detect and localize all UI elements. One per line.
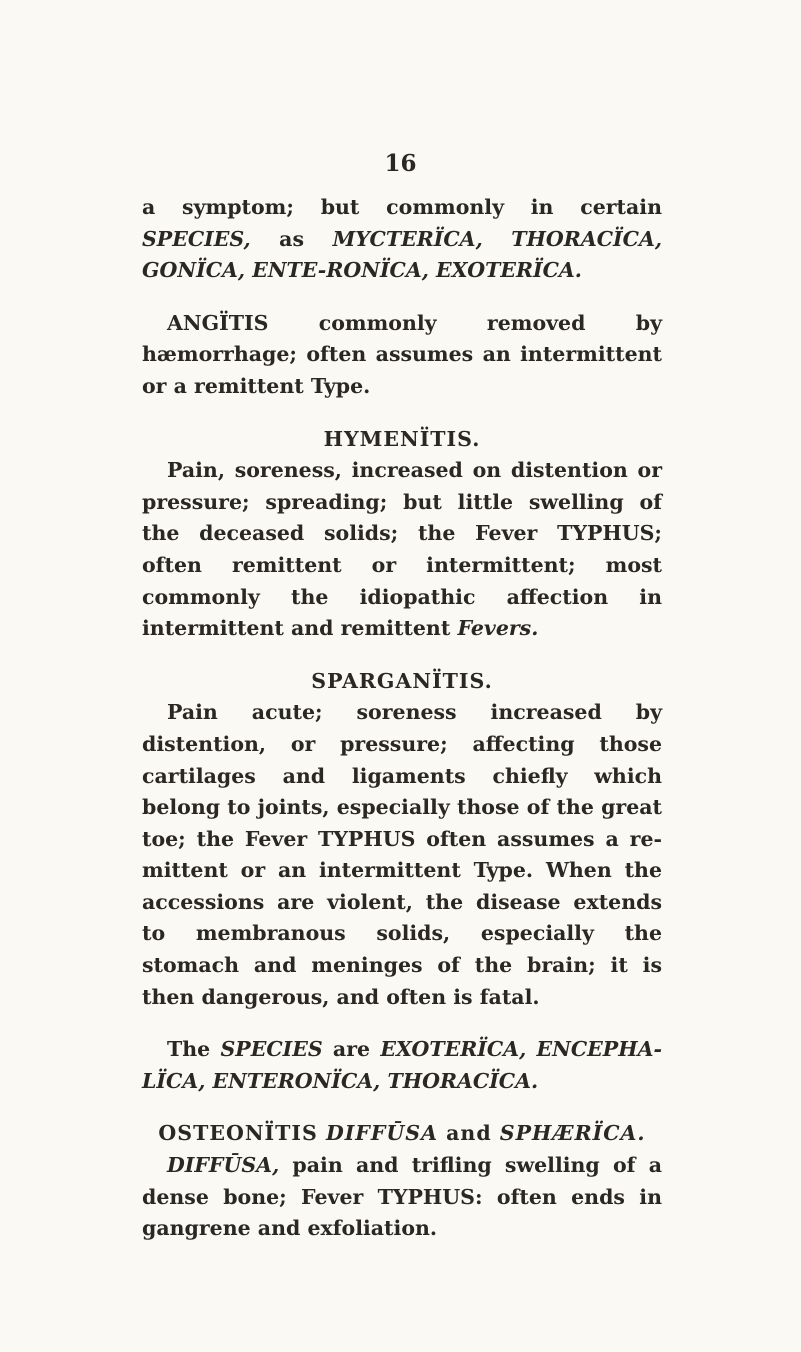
fevers-term: Fevers. (457, 616, 539, 641)
paragraph-hymenitis (142, 455, 662, 645)
species-term: SPHÆRÏCA. (499, 1121, 646, 1146)
species-term: SPECIES, (142, 226, 251, 251)
heading-hymenitis: HYMENÏTIS. (323, 426, 481, 451)
species-term: DIFFŪSA (325, 1121, 438, 1146)
text-run: are (322, 1037, 381, 1062)
text-run: a symptom; but commonly in certain (142, 195, 662, 219)
paragraph-angitis: ANGÏTIS commonly removed by hæmorrhage; often assumes an intermittent or a remittent Type. (142, 310, 662, 398)
text-run: and (438, 1121, 500, 1146)
heading-osteonitis (142, 1118, 662, 1150)
text-run: as (250, 226, 333, 251)
species-names: EXOTERÏCA, ENCEPHA-LÏCA, ENTERONÏCA, THORACÏCA. (142, 1037, 662, 1093)
species-term: DIFFŪSA, (167, 1153, 280, 1178)
page-number: 16 (384, 150, 417, 177)
text-run: The (167, 1037, 221, 1062)
species-term: SPECIES (220, 1037, 323, 1062)
paragraph-sparganitis-species (142, 1034, 662, 1097)
paragraph-osteonitis (142, 1150, 662, 1245)
paragraph-species-list (142, 192, 662, 287)
text-run: OSTEONÏTIS (158, 1121, 326, 1146)
text-run: pain and trifling swelling of a dense bone; Fever TYPHUS: often ends in gangrene and exfoliation. (142, 1153, 662, 1241)
paragraph-sparganitis: Pain acute; soreness increased by distention, or pressure; affecting those cartilages and ligaments chiefly which belong to joints, especially those of the great toe; the Fever TYPHUS often assumes a re-mittent or an intermittent Type. When the accessions are violent, the disease extends to membranous solids, especially the stomach and meninges of the brain; it is then dangerous, and often is fatal. (142, 700, 662, 1009)
page-body (142, 192, 662, 1245)
species-names: MYCTERÏCA, THORACÏCA, GONÏCA, ENTE-RONÏCA, EXOTERÏCA. (142, 226, 662, 283)
heading-sparganitis: SPARGANÏTIS. (311, 668, 493, 693)
text-run: Pain, soreness, increased on distention or pressure; spreading; but little swelling of the deceased solids; the Fever TYPHUS; often remittent or intermittent; most commonly the idiopathic affection in intermittent and remittent (142, 458, 662, 641)
